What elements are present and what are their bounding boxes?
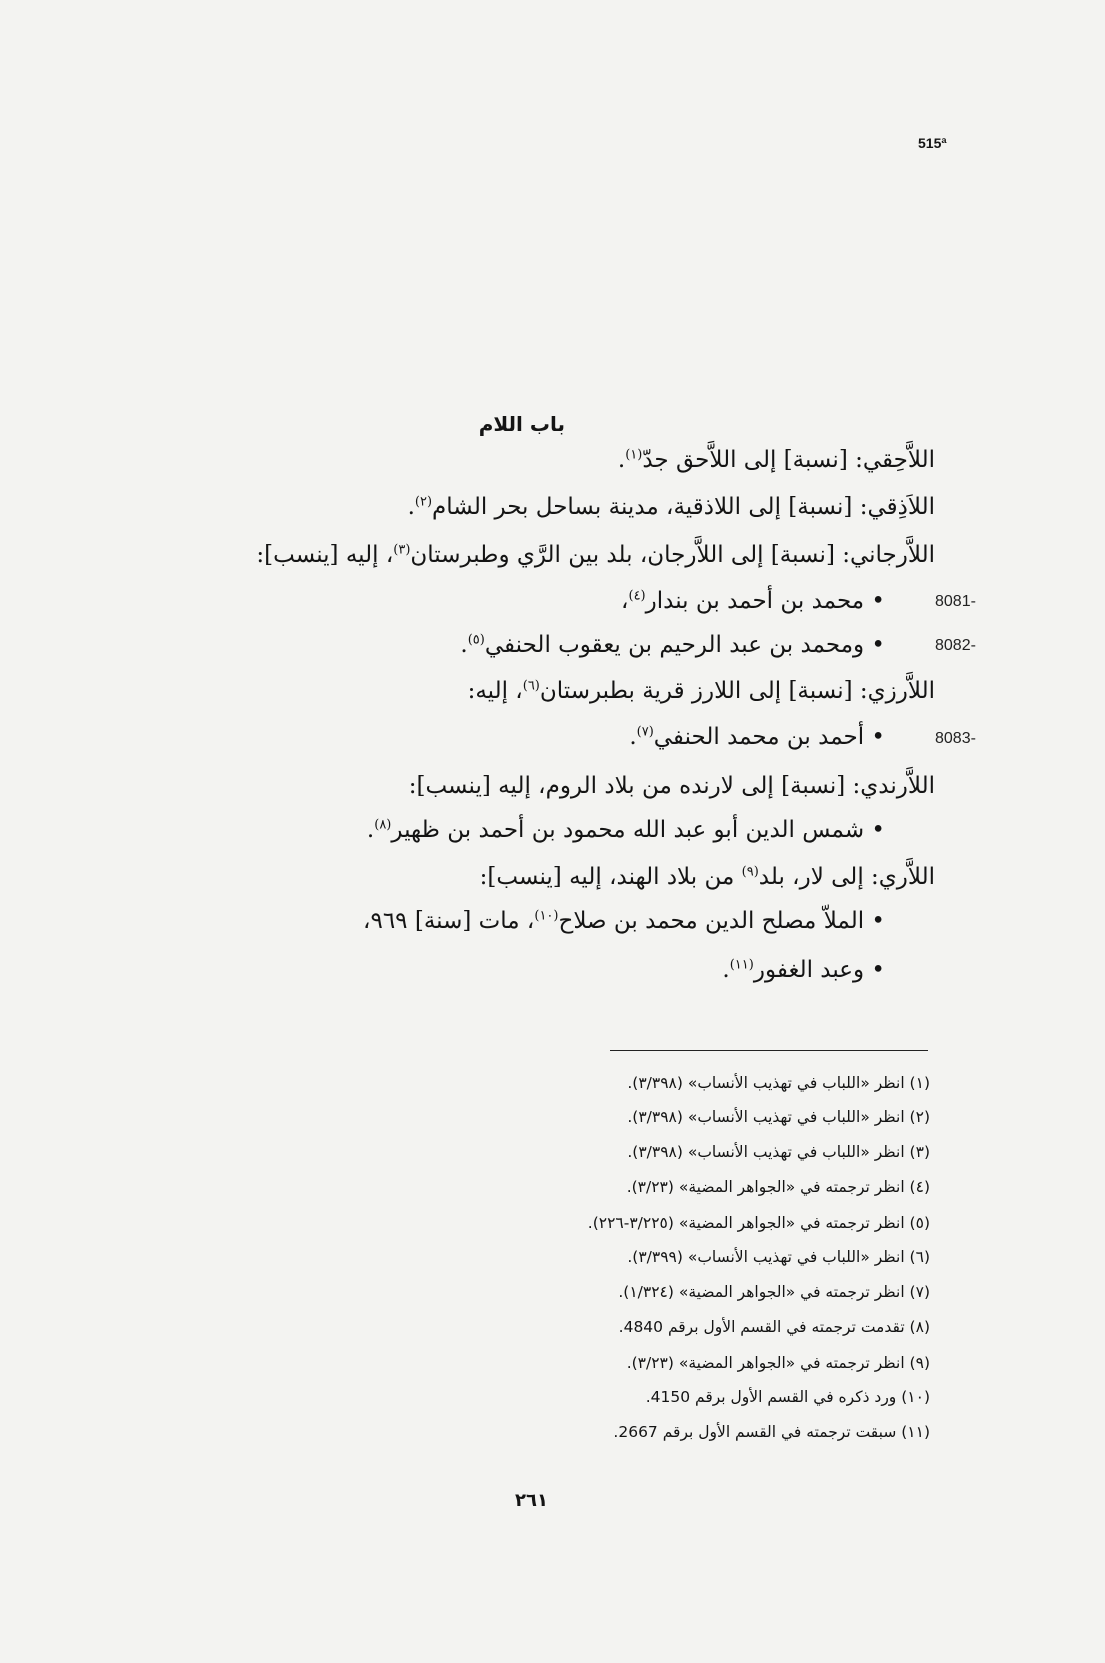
footnote-marker: (١٠) [534,908,559,924]
person-entry: • شمس الدين أبو عبد الله محمود بن أحمد بن ظهير$^{(٨)}$. [366,817,885,843]
footnote-marker: (٧) [636,724,654,740]
footnote-marker: (٩) [741,864,759,880]
footnote: (٧) انظر ترجمته في «الجواهر المضية» (١/٣٢٤). [618,1283,930,1301]
person-entry: • الملاّ مصلح الدين محمد بن صلاح$^{(١٠)}$، مات [سنة] ٩٦٩، [363,908,885,934]
manuscript-folio-ref: 515ª [918,135,947,151]
entry-line: اللاَّرزي: [نسبة] إلى اللارز قرية بطبرستان$^{(٦)}$، إليه: [467,678,935,704]
entry-number: 8081- [935,593,976,610]
person-entry: • أحمد بن محمد الحنفي$^{(٧)}$. [629,724,885,750]
footnote: (٨) تقدمت ترجمته في القسم الأول برقم 4840. [618,1318,930,1336]
footnote-marker: (١) [625,447,643,463]
footnote: (١٠) ورد ذكره في القسم الأول برقم 4150. [645,1388,930,1406]
person-entry: • محمد بن أحمد بن بندار$^{(٤)}$، [621,588,885,614]
footnote-marker: (٥) [467,632,485,648]
footnote-marker: (٣) [393,542,411,558]
footnote: (٣) انظر «اللباب في تهذيب الأنساب» (٣/٣٩٨). [627,1143,930,1161]
footnote-separator [610,1050,928,1051]
footnote-marker: (١١) [729,957,754,973]
footnote-marker: (٨) [374,817,392,833]
footnote: (٤) انظر ترجمته في «الجواهر المضية» (٣/٢٣). [626,1178,930,1196]
person-entry: • وعبد الغفور$^{(١١)}$. [722,957,885,983]
entry-line: اللاَذِقي: [نسبة] إلى اللاذقية، مدينة بساحل بحر الشام$^{(٢)}$. [407,494,935,520]
footnote: (١١) سبقت ترجمته في القسم الأول برقم 2667. [613,1423,930,1441]
entry-number: 8083- [935,730,976,747]
footnote: (٥) انظر ترجمته في «الجواهر المضية» (٣/٢٢٥-٢٢٦). [587,1214,930,1232]
entry-line: اللاَّرندي: [نسبة] إلى لارنده من بلاد الروم، إليه [ينسب]: [408,773,935,799]
entry-number: 8082- [935,637,976,654]
footnote: (٦) انظر «اللباب في تهذيب الأنساب» (٣/٣٩٩). [627,1248,930,1266]
footnote: (١) انظر «اللباب في تهذيب الأنساب» (٣/٣٩٨). [627,1074,930,1092]
section-title: باب اللام [478,412,565,436]
entry-line: اللاَّري: إلى لار، بلد$^{(٩)}$ من بلاد الهند، إليه [ينسب]: [479,864,935,890]
entry-line: اللاَّرجاني: [نسبة] إلى اللاَّرجان، بلد بين الرَّي وطبرستان$^{(٣)}$، إليه [ينسب]: [256,542,935,568]
page-number: ٢٦١ [515,1490,548,1511]
person-entry: • ومحمد بن عبد الرحيم بن يعقوب الحنفي$^{(٥)}$. [460,632,885,658]
footnote-marker: (٤) [628,588,646,604]
footnote: (٢) انظر «اللباب في تهذيب الأنساب» (٣/٣٩٨). [627,1108,930,1126]
footnote-marker: (٢) [414,494,433,510]
entry-line: اللاَّحِقي: [نسبة] إلى اللاَّحق جدّ$^{(١)}$. [617,447,935,473]
footnote-marker: (٦) [522,678,540,694]
footnote: (٩) انظر ترجمته في «الجواهر المضية» (٣/٢٣). [626,1354,930,1372]
